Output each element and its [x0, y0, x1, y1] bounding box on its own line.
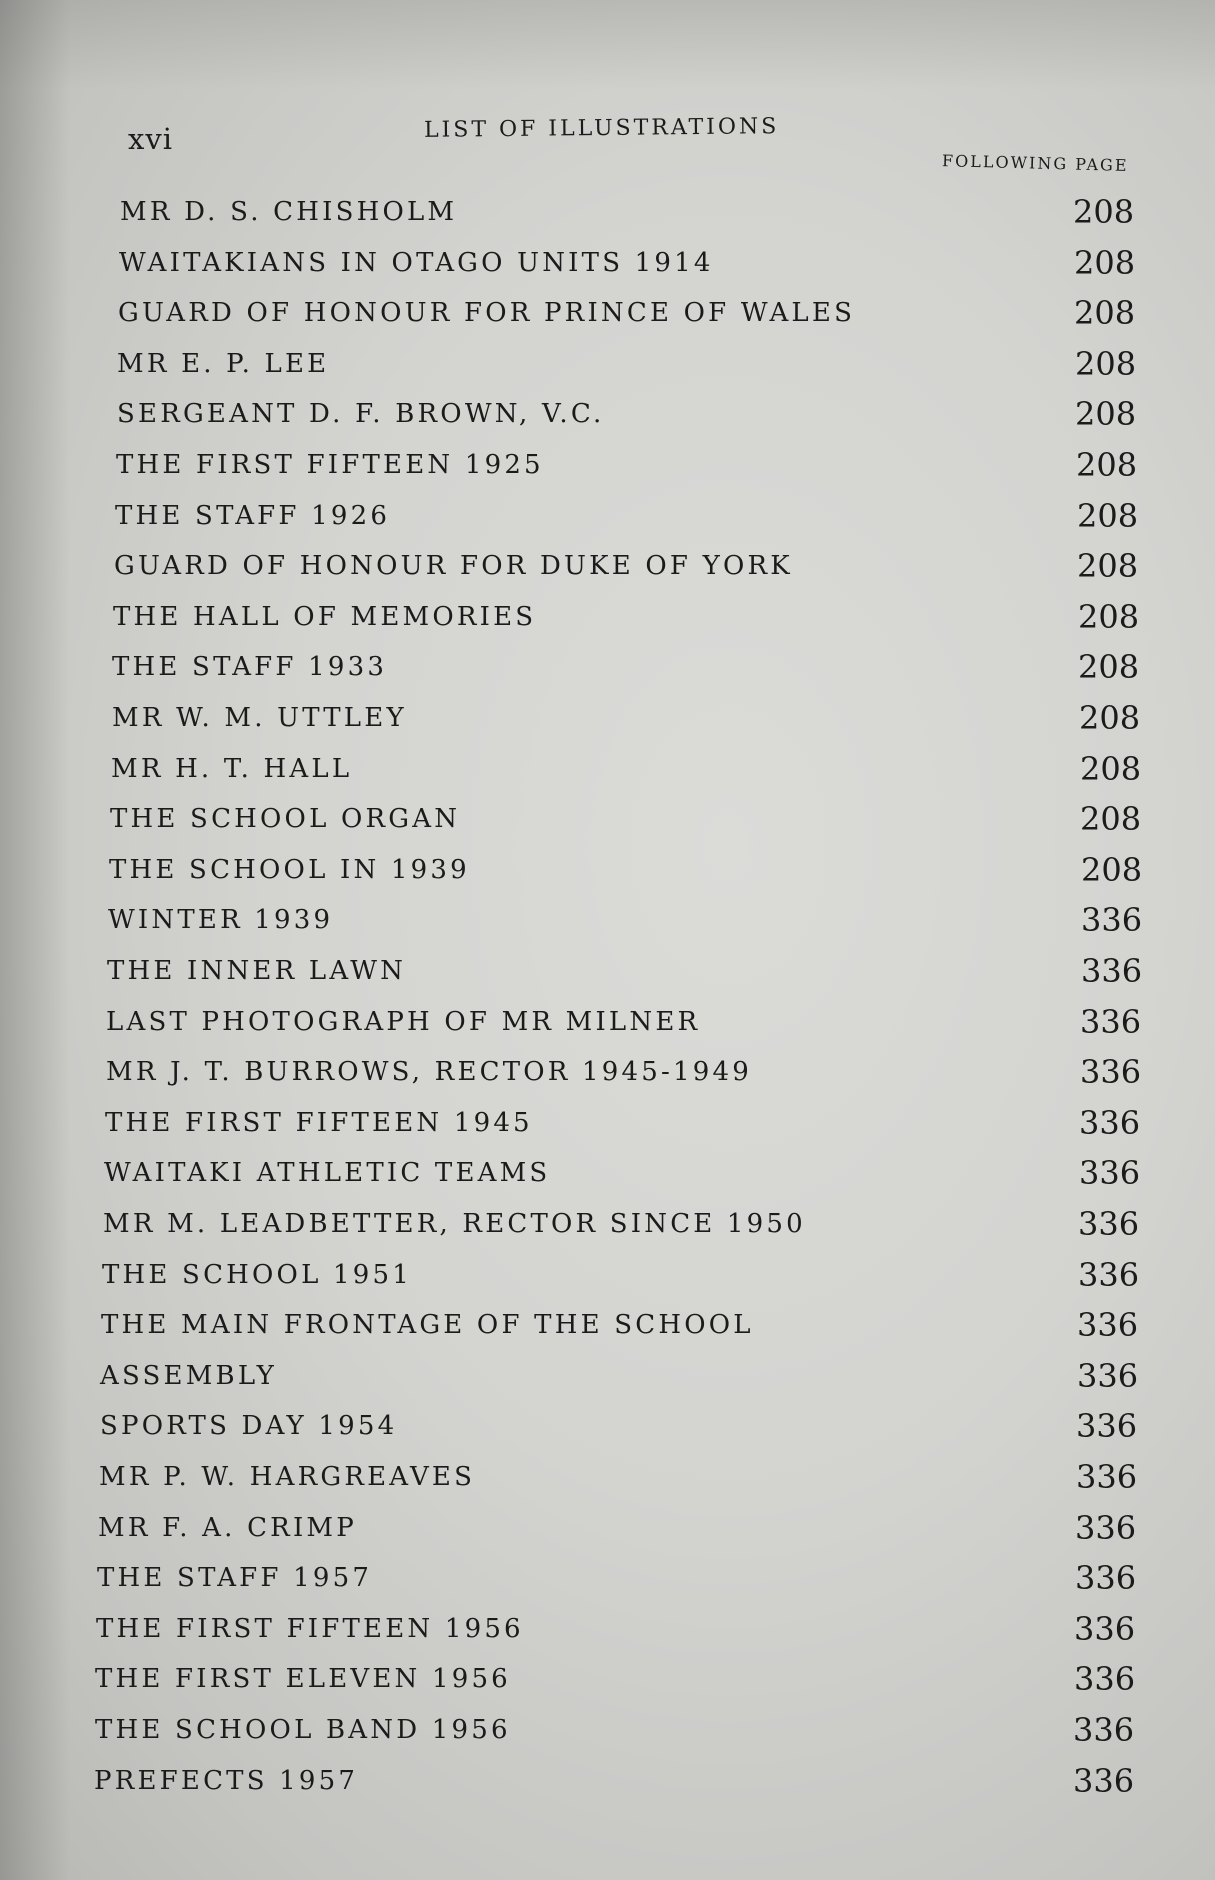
- illustration-entry: [0, 291, 1215, 335]
- illustration-entry: [0, 494, 1215, 538]
- illustration-title: THE SCHOOL BAND 1956: [95, 1715, 511, 1745]
- illustration-title: SERGEANT D. F. BROWN, V.C.: [117, 399, 605, 430]
- illustration-page-number: 208: [1076, 446, 1138, 484]
- illustration-entry: [0, 443, 1215, 487]
- illustration-title: THE FIRST ELEVEN 1956: [95, 1664, 511, 1695]
- illustration-page-number: 336: [1077, 1356, 1139, 1395]
- illustration-entry: [0, 747, 1215, 791]
- illustration-entry: [0, 241, 1215, 285]
- illustration-page-number: 336: [1076, 1407, 1138, 1446]
- illustration-entry: [0, 1050, 1215, 1094]
- illustration-page-number: 336: [1074, 1609, 1136, 1648]
- illustration-page-number: 336: [1078, 1255, 1140, 1294]
- illustration-page-number: 208: [1081, 850, 1143, 889]
- illustration-page-number: 208: [1074, 294, 1136, 333]
- illustration-title: THE STAFF 1926: [115, 500, 391, 531]
- illustration-title: PREFECTS 1957: [94, 1765, 359, 1796]
- illustration-title: MR H. T. HALL: [111, 753, 353, 784]
- illustration-entry: [0, 342, 1215, 386]
- illustration-entry: [0, 1759, 1215, 1803]
- illustration-entry: [0, 1404, 1215, 1448]
- illustration-page-number: 336: [1081, 901, 1143, 940]
- illustration-title: LAST PHOTOGRAPH OF MR MILNER: [106, 1006, 701, 1037]
- illustration-page-number: 208: [1074, 243, 1136, 282]
- illustration-page-number: 336: [1075, 1559, 1137, 1598]
- illustration-entry: [0, 1202, 1215, 1246]
- illustration-title: THE FIRST FIFTEEN 1956: [96, 1613, 524, 1644]
- illustration-entry: [0, 1101, 1215, 1145]
- illustration-page-number: 208: [1075, 395, 1137, 434]
- illustration-page-number: 336: [1078, 1205, 1140, 1243]
- illustration-page-number: 336: [1079, 1103, 1141, 1142]
- illustration-title: THE SCHOOL 1951: [102, 1259, 412, 1290]
- illustration-page-number: 208: [1075, 344, 1137, 383]
- illustration-entry: [0, 1455, 1215, 1499]
- illustration-title: THE INNER LAWN: [107, 956, 407, 986]
- illustration-entry: [0, 1607, 1215, 1651]
- illustration-entry: [0, 392, 1215, 436]
- illustration-entry: [0, 1253, 1215, 1297]
- illustration-title: MR E. P. LEE: [117, 348, 330, 379]
- illustration-title: MR M. LEADBETTER, RECTOR SINCE 1950: [103, 1209, 806, 1239]
- illustration-entry: [0, 1354, 1215, 1398]
- illustration-title: MR W. M. UTTLEY: [112, 703, 407, 733]
- illustration-title: THE SCHOOL IN 1939: [109, 854, 470, 885]
- illustration-title: MR J. T. BURROWS, RECTOR 1945-1949: [106, 1057, 752, 1088]
- illustration-title: THE MAIN FRONTAGE OF THE SCHOOL: [101, 1310, 754, 1341]
- illustration-entry: [0, 544, 1215, 588]
- illustration-title: WAITAKIANS IN OTAGO UNITS 1914: [119, 247, 714, 278]
- illustration-page-number: 208: [1080, 800, 1142, 839]
- illustration-title: MR F. A. CRIMP: [98, 1512, 357, 1543]
- illustration-page-number: 336: [1073, 1761, 1135, 1800]
- illustration-entry: [0, 1506, 1215, 1550]
- illustration-page-number: 336: [1076, 1458, 1138, 1496]
- illustration-page-number: 336: [1081, 952, 1143, 990]
- illustration-entry: [0, 190, 1215, 234]
- illustration-title: MR D. S. CHISHOLM: [120, 197, 458, 227]
- illustration-title: GUARD OF HONOUR FOR PRINCE OF WALES: [118, 298, 856, 329]
- illustration-title: THE FIRST FIFTEEN 1945: [105, 1107, 533, 1138]
- illustration-title: THE STAFF 1933: [112, 652, 388, 683]
- illustration-page-number: 208: [1078, 648, 1140, 687]
- illustration-page-number: 208: [1079, 699, 1141, 737]
- illustration-title: THE FIRST FIFTEEN 1925: [116, 450, 544, 480]
- illustration-entry: [0, 797, 1215, 841]
- illustration-page-number: 336: [1075, 1508, 1137, 1547]
- illustration-entry: [0, 1708, 1215, 1752]
- illustration-entry: [0, 1657, 1215, 1701]
- illustration-title: THE STAFF 1957: [97, 1563, 373, 1594]
- illustration-entry: [0, 1303, 1215, 1347]
- illustration-title: WINTER 1939: [108, 905, 334, 936]
- illustration-title: THE SCHOOL ORGAN: [110, 804, 461, 835]
- illustration-title: THE HALL OF MEMORIES: [113, 601, 537, 632]
- illustration-title: ASSEMBLY: [100, 1360, 278, 1391]
- illustration-entry: [0, 595, 1215, 639]
- illustration-page-number: 208: [1077, 547, 1139, 586]
- following-page-heading: FOLLOWING PAGE: [942, 151, 1130, 175]
- illustration-page-number: 336: [1080, 1053, 1142, 1092]
- illustration-page-number: 208: [1078, 597, 1140, 636]
- illustration-title: WAITAKI ATHLETIC TEAMS: [104, 1158, 551, 1189]
- running-head: LIST OF ILLUSTRATIONS: [423, 114, 780, 143]
- illustration-page-number: 208: [1073, 193, 1135, 231]
- illustration-page-number: 208: [1077, 496, 1139, 535]
- page-folio: xvi: [128, 122, 174, 156]
- illustration-entry: [0, 898, 1215, 942]
- illustration-page-number: 336: [1079, 1154, 1141, 1193]
- illustration-entry: [0, 1151, 1215, 1195]
- illustration-page-number: 336: [1073, 1711, 1135, 1749]
- illustration-page-number: 336: [1077, 1306, 1139, 1345]
- illustration-title: MR P. W. HARGREAVES: [99, 1462, 476, 1492]
- illustration-page-number: 208: [1080, 749, 1142, 788]
- illustration-entry: [0, 848, 1215, 892]
- illustration-entry: [0, 949, 1215, 993]
- illustration-title: SPORTS DAY 1954: [100, 1411, 398, 1442]
- illustration-entry: [0, 645, 1215, 689]
- illustration-entry: [0, 696, 1215, 740]
- illustration-title: GUARD OF HONOUR FOR DUKE OF YORK: [114, 551, 793, 582]
- illustration-entry: [0, 1556, 1215, 1600]
- illustration-page-number: 336: [1074, 1660, 1136, 1699]
- illustration-page-number: 336: [1080, 1002, 1142, 1041]
- illustration-entry: [0, 1000, 1215, 1044]
